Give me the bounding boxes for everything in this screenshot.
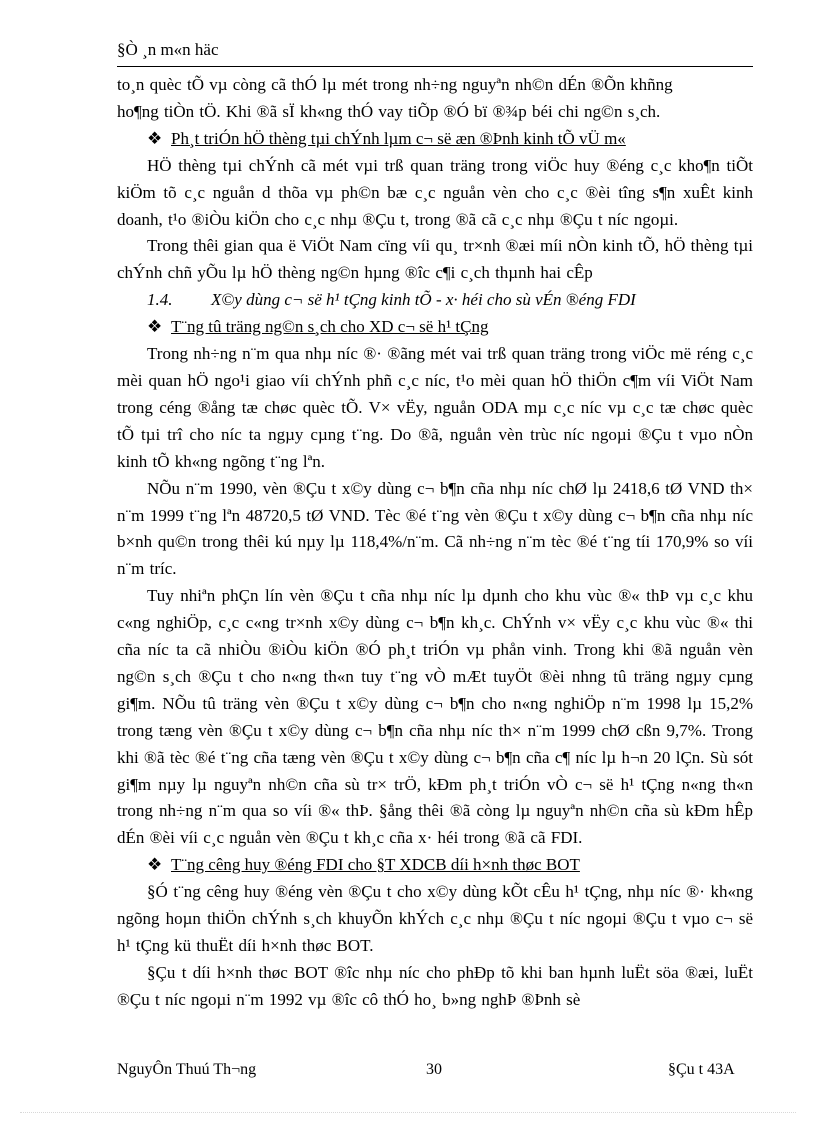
section-heading-budget-share xyxy=(117,314,753,341)
running-header: §Ò ¸n m«n häc xyxy=(117,40,219,59)
header-rule xyxy=(117,66,753,67)
diamond-bullet-icon: ❖ xyxy=(147,128,163,148)
paragraph-bot-law: §Çu t díi h×nh thøc BOT ®îc nhµ níc cho phÐp tõ khi ban hµnh luËt söa ®æi, luËt ®Çu t níc ngoµi n¨m 1992 vµ ®îc cô thÓ ho¸ b»ng nghÞ ®Þnh sè xyxy=(117,962,753,1009)
section-heading-bot xyxy=(117,852,753,879)
page-bottom-dotted-border xyxy=(20,1112,796,1113)
page-body xyxy=(117,72,753,1040)
section-heading-text: T¨ng tû träng ng©n s¸ch cho XD c¬ së h¹ tÇng xyxy=(171,317,489,337)
subsection-title: X©y dùng c¬ së h¹ tÇng kinh tÕ - x· héi cho sù vÉn ®éng FDI xyxy=(211,290,636,310)
diamond-bullet-icon: ❖ xyxy=(147,317,163,337)
paragraph-oda-relations: Trong nh÷ng n¨m qua nhµ níc ®· ®ãng mét vai trß quan träng trong viÖc më réng c¸c mèi quan hÖ ngo¹i giao víi chÝnh phñ c¸c níc, t¹o mèi quan hÖ thiÖn c¶m víi ViÖt Nam trong céng ®ång tæ chøc quèc tÕ. V× vËy, nguån ODA mµ c¸c níc vµ c¸c tæ chøc quèc tÕ tµi trî cho níc ta ngµy cµng t¨ng. Do ®ã, nguån vèn trùc níc ngoµi ®Çu t vµo nÒn kinh tÕ kh«ng ngõng t¨ng lªn. xyxy=(117,344,753,471)
section-heading-financial-system xyxy=(117,126,753,153)
paragraph-financial-system-role: HÖ thèng tµi chÝnh cã mét vµi trß quan träng trong viÖc huy ®éng c¸c kho¶n tiÕt kiÖm tõ c¸c nguån d thõa vµ ph©n bæ c¸c nguån vèn cho c¸c ®èi tîng s¶n xuÊt kinh doanh, t¹o ®iÒu kiÖn cho c¸c nhµ ®Çu t, trong ®ã cã c¸c nhµ ®Çu t níc ngoµi. xyxy=(117,155,753,229)
section-heading-text: Ph¸t triÓn hÖ thèng tµi chÝnh lµm c¬ së æn ®Þnh kinh tÕ vÜ m« xyxy=(171,128,626,148)
section-heading-text: T¨ng cêng huy ®éng FDI cho §T XDCB díi h×nh thøc BOT xyxy=(171,855,580,875)
paragraph-continued-line-2: ho¶ng tiÒn tÖ. Khi ®ã sÏ kh«ng thÓ vay tiÕp ®Ó bï ®¾p béi chi ng©n s¸ch. xyxy=(117,101,661,121)
subsection-number: 1.4. xyxy=(147,290,173,310)
paragraph-banking-reform: Trong thêi gian qua ë ViÖt Nam cïng víi qu¸ tr×nh ®æi míi nÒn kinh tÕ, hÖ thèng tµi chÝnh chñ yÕu lµ hÖ thèng ng©n hµng ®îc c¶i c¸ch thµnh hai cÊp xyxy=(117,236,753,283)
footer-author: NguyÔn Thuú Th¬ng xyxy=(117,1061,257,1078)
paragraph-continued-line-1: to¸n quèc tÕ vµ còng cã thÓ lµ mét trong nh÷ng nguyªn nh©n dÉn ®Õn khñng xyxy=(117,75,673,94)
paragraph-capital-growth: NÕu n¨m 1990, vèn ®Çu t x©y dùng c¬ b¶n cña nhµ níc chØ lµ 2418,6 tØ VND th× n¨m 1999 t¨ng lªn 48720,5 tØ VND. Tèc ®é t¨ng vèn ®Çu t x©y dùng c¬ b¶n cña nhµ níc b×nh qu©n trong thêi kú nµy lµ 118,4%/n¨m. Cã nh÷ng n¨m tèc ®é t¨ng tíi 170,9% so víi n¨m tríc. xyxy=(117,478,753,579)
subsection-heading xyxy=(117,287,753,314)
diamond-bullet-icon: ❖ xyxy=(147,855,163,875)
paragraph-urban-rural-gap: Tuy nhiªn phÇn lín vèn ®Çu t cña nhµ níc lµ dµnh cho khu vùc ®« thÞ vµ c¸c khu c«ng nghiÖp, c¸c c«ng tr×nh x©y dùng c¬ b¶n kh¸c. ChÝnh v× vËy c¸c khu vùc ®« thi cña níc ta cã nhiÒu ®iÒu kiÖn ®Ó ph¸t triÓn vµ phån vinh. Trong khi ®ã nguån vèn ng©n s¸ch ®Çu t cho n«ng th«n tuy t¨ng vÒ mÆt tuyÖt ®èi nhng tû träng ngµy cµng gi¶m. NÕu tû träng vèn ®Çu t x©y dùng c¬ b¶n cho n«ng nghiÖp n¨m 1998 lµ 15,2% trong tæng vèn ®Çu t x©y dùng c¬ b¶n cña nhµ níc th× n¨m 1999 chØ cßn 9,7%. Trong khi ®ã tèc ®é t¨ng cña tæng vèn ®Çu t x©y dùng c¬ b¶n cña c¶ níc lµ h¬n 20 lÇn. Sù sót gi¶m nµy lµ nguyªn nh©n cña sù tr× trÖ, kÐm ph¸t triÓn vÒ c¬ së h¹ tÇng n«ng th«n trong nh÷ng n¨m qua so víi ®« thÞ. §ång thêi ®ã còng lµ nguyªn nh©n cña sù kÐm hÊp dÉn ®èi víi c¸c nguån vèn ®Çu t kh¸c cña x· héi trong ®ã cã FDI. xyxy=(117,586,753,848)
footer-class: §Çu t 43A xyxy=(668,1061,735,1078)
footer-page-number: 30 xyxy=(426,1061,442,1078)
paragraph-bot-policy: §Ó t¨ng cêng huy ®éng vèn ®Çu t cho x©y dùng kÕt cÊu h¹ tÇng, nhµ níc ®· kh«ng ngõng hoµn thiÖn chÝnh s¸ch khuyÕn khÝch c¸c nhµ ®Çu t níc ngoµi ®Çu t vµo c¬ së h¹ tÇng kü thuËt díi h×nh thøc BOT. xyxy=(117,882,753,955)
